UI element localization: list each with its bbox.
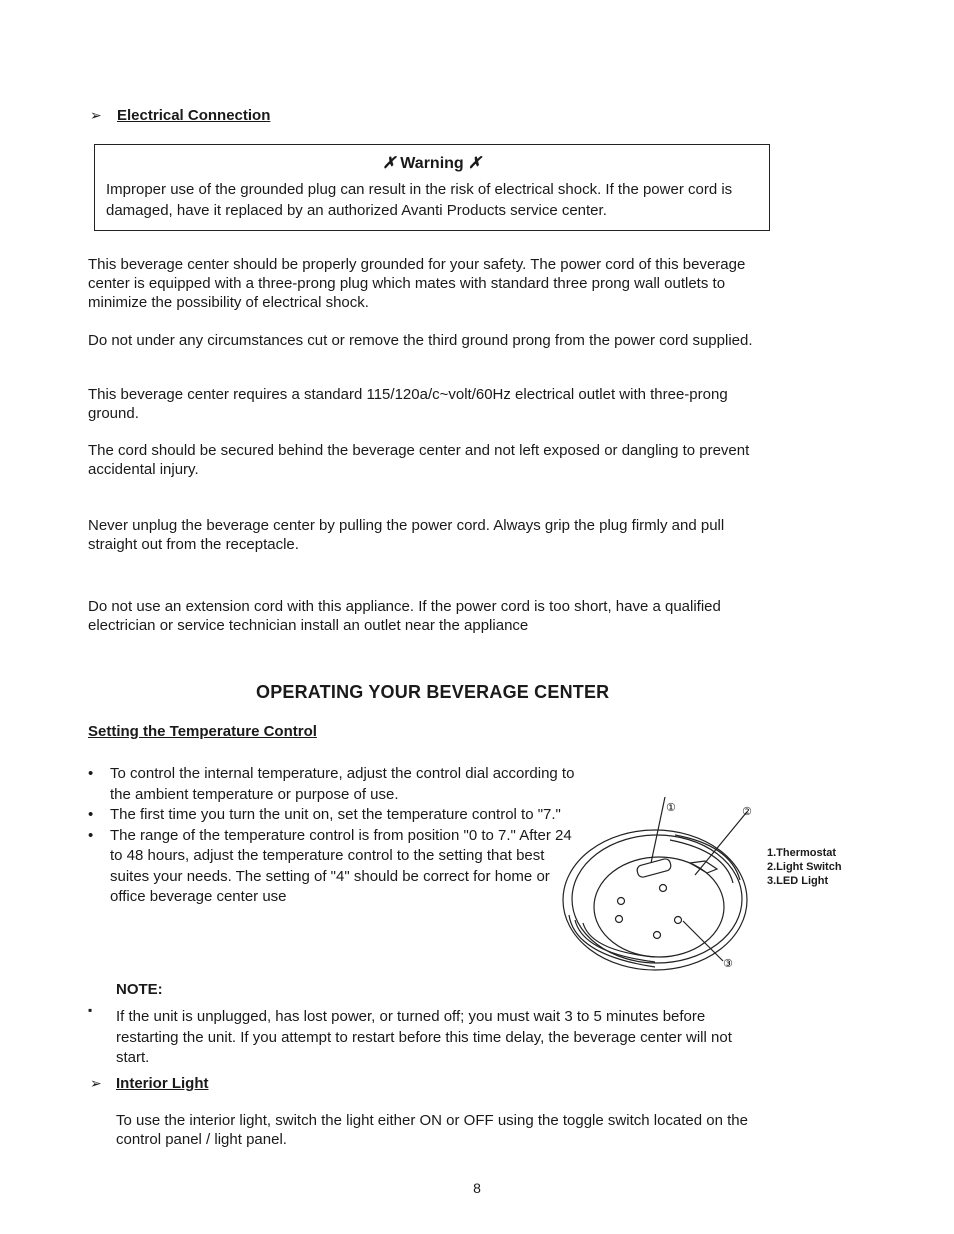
- callout-2: ②: [742, 805, 752, 818]
- bullet-arrow: ➢: [90, 107, 102, 123]
- paragraph-ground-prong: Do not under any circumstances cut or remove the third ground prong from the power cord supplied.: [88, 332, 753, 349]
- diagram-legend: [767, 846, 842, 888]
- note-label: NOTE:: [116, 981, 163, 998]
- led-circle: [618, 898, 625, 905]
- warning-box: [94, 144, 770, 231]
- bullet-item: • To control the internal temperature, adjust the control dial according to the ambient temperature or purpose of use.: [88, 764, 578, 805]
- warning-text: Improper use of the grounded plug can result in the risk of electrical shock. If the power cord is damaged, have it replaced by an authorized Avanti Products service center.: [106, 181, 733, 219]
- note-bullet: ▪: [88, 1003, 93, 1017]
- legend-item: 2.Light Switch: [767, 861, 842, 873]
- led-circle: [654, 932, 661, 939]
- lightning-icon: ✗: [468, 155, 482, 172]
- interior-light-heading: Interior Light: [116, 1075, 209, 1092]
- panel-inner-ring: [572, 835, 742, 963]
- temperature-control-heading: Setting the Temperature Control: [88, 723, 317, 740]
- paragraph-outlet: This beverage center requires a standard 115/120a/c~volt/60Hz electrical outlet with three-prong ground.: [88, 386, 728, 422]
- led-circle: [616, 916, 623, 923]
- page-number: 8: [473, 1180, 481, 1196]
- callout-1: ①: [666, 801, 676, 814]
- light-switch: [690, 861, 717, 873]
- paragraph-grounding: This beverage center should be properly grounded for your safety. The power cord of this beverage center is equipped with a three-prong plug which mates with standard three prong wall outlets to minimize the possibility of electrical shock.: [88, 256, 746, 311]
- temperature-bullets: [88, 764, 578, 908]
- callout-line-2: [695, 813, 746, 875]
- bullet-item: • The first time you turn the unit on, set the temperature control to "7.": [88, 805, 578, 826]
- control-panel-diagram: [555, 795, 765, 975]
- thermostat-knob: [636, 858, 672, 878]
- legend-item: 1.Thermostat: [767, 847, 837, 859]
- interior-light-text: To use the interior light, switch the light either ON or OFF using the toggle switch located on the control panel / light panel.: [116, 1112, 748, 1148]
- callout-3: ③: [723, 957, 733, 970]
- paragraph-cord: The cord should be secured behind the beverage center and not left exposed or dangling to prevent accidental injury.: [88, 442, 750, 478]
- warning-title: Warning: [400, 155, 464, 172]
- electrical-connection-heading: Electrical Connection: [117, 107, 271, 124]
- led-circle: [660, 885, 667, 892]
- led-circle: [675, 917, 682, 924]
- lightning-icon: ✗: [382, 155, 396, 172]
- paragraph-unplug: Never unplug the beverage center by pulling the power cord. Always grip the plug firmly and pull straight out from the receptacle.: [88, 517, 725, 553]
- note-text: If the unit is unplugged, has lost power, or turned off; you must wait 3 to 5 minutes before restarting the unit. If you attempt to restart before this time delay, the beverage center will not start.: [116, 1008, 732, 1066]
- section-title: OPERATING YOUR BEVERAGE CENTER: [256, 682, 610, 702]
- bullet-item: • The range of the temperature control is from position "0 to 7." After 24 to 48 hours, adjust the temperature control to the setting that best suites your needs. The setting of "4" should be correct for home or office beverage center use: [88, 826, 578, 908]
- paragraph-extension-cord: Do not use an extension cord with this appliance. If the power cord is too short, have a qualified electrician or service technician install an outlet near the appliance: [88, 598, 721, 634]
- callout-line-3: [683, 921, 723, 961]
- legend-item: 3.LED Light: [767, 875, 829, 887]
- bullet-arrow: ➢: [90, 1075, 102, 1091]
- warning-title-row: [95, 153, 769, 173]
